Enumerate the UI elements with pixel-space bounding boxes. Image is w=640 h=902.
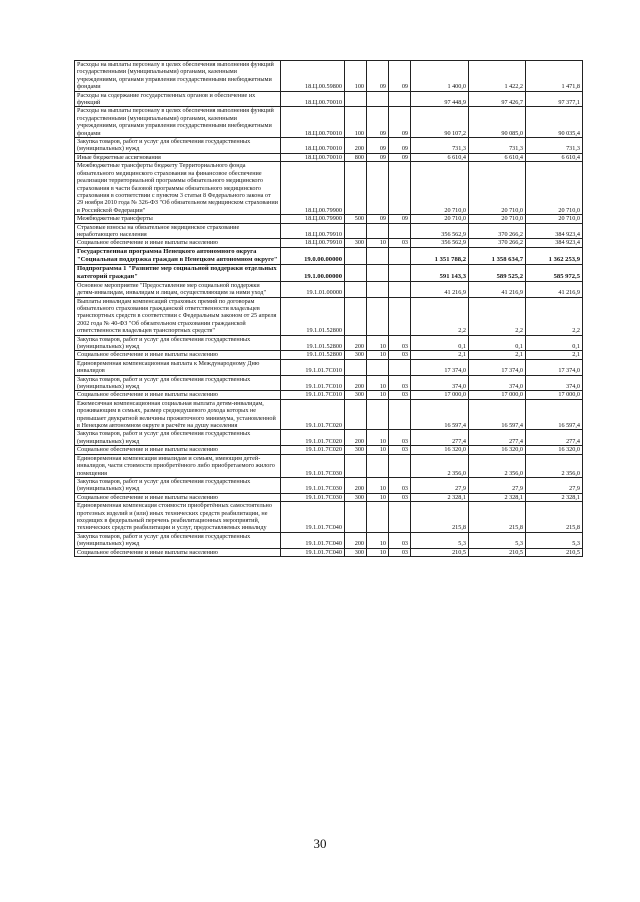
subsection-cell: 03 xyxy=(389,548,411,556)
amount-year-1-cell: 0,1 xyxy=(411,335,469,351)
subsection-cell: 03 xyxy=(389,391,411,399)
amount-year-3-cell: 90 035,4 xyxy=(526,107,583,138)
expense-type-cell: 300 xyxy=(345,351,367,359)
table-row xyxy=(75,107,583,138)
amount-year-2-cell: 41 216,9 xyxy=(469,281,526,297)
amount-year-1-cell: 2,1 xyxy=(411,351,469,359)
table-row xyxy=(75,430,583,446)
table-row xyxy=(75,91,583,107)
subsection-cell xyxy=(389,223,411,239)
amount-year-1-cell: 16 597,4 xyxy=(411,399,469,430)
amount-year-2-cell: 20 710,0 xyxy=(469,215,526,223)
subsection-cell: 03 xyxy=(389,239,411,247)
subsection-cell: 03 xyxy=(389,335,411,351)
table-row xyxy=(75,359,583,375)
section-cell xyxy=(367,162,389,215)
target-article-cell: 18.Ц.00.59800 xyxy=(281,61,345,92)
target-article-cell: 19.1.01.7С020 xyxy=(281,430,345,446)
amount-year-2-cell: 277,4 xyxy=(469,430,526,446)
amount-year-1-cell: 5,3 xyxy=(411,532,469,548)
section-cell xyxy=(367,502,389,533)
table-row xyxy=(75,239,583,247)
row-name-cell: Расходы на выплаты персоналу в целях обеспечения выполнения функций государственными (муниципальными) органами, казенными учреждениями, органами управления государственными внебюджетными фондами xyxy=(75,61,281,92)
amount-year-1-cell: 2,2 xyxy=(411,297,469,335)
row-name-cell: Закупка товаров, работ и услуг для обеспечения государственных (муниципальных) нужд xyxy=(75,532,281,548)
amount-year-2-cell: 2,2 xyxy=(469,297,526,335)
row-name-cell: Социальное обеспечение и иные выплаты населению xyxy=(75,351,281,359)
expense-type-cell: 300 xyxy=(345,493,367,501)
target-article-cell: 19.1.01.52800 xyxy=(281,351,345,359)
row-name-cell: Расходы на выплаты персоналу в целях обеспечения выполнения функций государственными (муниципальными) органами, казенными учреждениями, органами управления государственными внебюджетными фондами xyxy=(75,107,281,138)
amount-year-2-cell: 2 328,1 xyxy=(469,493,526,501)
table-row xyxy=(75,162,583,215)
amount-year-3-cell: 384 923,4 xyxy=(526,239,583,247)
amount-year-1-cell: 90 107,2 xyxy=(411,107,469,138)
amount-year-3-cell: 17 374,0 xyxy=(526,359,583,375)
expense-type-cell xyxy=(345,454,367,477)
amount-year-2-cell: 589 525,2 xyxy=(469,264,526,281)
amount-year-2-cell: 215,8 xyxy=(469,502,526,533)
budget-table-container xyxy=(74,60,582,557)
amount-year-3-cell: 731,3 xyxy=(526,138,583,154)
expense-type-cell xyxy=(345,223,367,239)
amount-year-2-cell: 16 320,0 xyxy=(469,446,526,454)
amount-year-3-cell: 0,1 xyxy=(526,335,583,351)
amount-year-2-cell: 1 358 634,7 xyxy=(469,247,526,264)
amount-year-2-cell: 2 356,0 xyxy=(469,454,526,477)
subsection-cell: 03 xyxy=(389,532,411,548)
amount-year-2-cell: 2,1 xyxy=(469,351,526,359)
amount-year-3-cell: 384 923,4 xyxy=(526,223,583,239)
amount-year-1-cell: 20 710,0 xyxy=(411,162,469,215)
subsection-cell: 03 xyxy=(389,493,411,501)
table-row xyxy=(75,138,583,154)
amount-year-2-cell: 0,1 xyxy=(469,335,526,351)
expense-type-cell: 300 xyxy=(345,391,367,399)
section-cell: 10 xyxy=(367,532,389,548)
target-article-cell: 19.1.01.7С040 xyxy=(281,548,345,556)
target-article-cell: 18.Ц.00.70010 xyxy=(281,107,345,138)
amount-year-3-cell: 20 710,0 xyxy=(526,162,583,215)
section-cell xyxy=(367,91,389,107)
section-cell: 10 xyxy=(367,430,389,446)
subsection-cell xyxy=(389,162,411,215)
amount-year-1-cell: 356 562,9 xyxy=(411,223,469,239)
expense-type-cell: 200 xyxy=(345,335,367,351)
amount-year-2-cell: 374,0 xyxy=(469,375,526,391)
amount-year-2-cell: 210,5 xyxy=(469,548,526,556)
section-cell: 10 xyxy=(367,548,389,556)
budget-table-body xyxy=(75,61,583,557)
row-name-cell: Основное мероприятие "Предоставление мер социальной поддержки детям-инвалидам, инвалидам и лицам, осуществляющим за ними уход" xyxy=(75,281,281,297)
section-cell xyxy=(367,223,389,239)
amount-year-1-cell: 6 610,4 xyxy=(411,153,469,161)
row-name-cell: Закупка товаров, работ и услуг для обеспечения государственных (муниципальных) нужд xyxy=(75,375,281,391)
target-article-cell: 18.Ц.00.70010 xyxy=(281,91,345,107)
amount-year-1-cell: 97 448,9 xyxy=(411,91,469,107)
amount-year-2-cell: 5,3 xyxy=(469,532,526,548)
amount-year-3-cell: 2 356,0 xyxy=(526,454,583,477)
section-cell: 10 xyxy=(367,446,389,454)
amount-year-2-cell: 16 597,4 xyxy=(469,399,526,430)
amount-year-2-cell: 90 085,0 xyxy=(469,107,526,138)
row-name-cell: Единовременная компенсационная выплата к Международному Дню инвалидов xyxy=(75,359,281,375)
table-row xyxy=(75,215,583,223)
section-cell: 10 xyxy=(367,351,389,359)
amount-year-3-cell: 1 471,8 xyxy=(526,61,583,92)
amount-year-2-cell: 17 374,0 xyxy=(469,359,526,375)
table-row xyxy=(75,548,583,556)
expense-type-cell xyxy=(345,502,367,533)
table-row xyxy=(75,477,583,493)
subsection-cell: 03 xyxy=(389,446,411,454)
table-row xyxy=(75,351,583,359)
amount-year-3-cell: 6 610,4 xyxy=(526,153,583,161)
table-row xyxy=(75,532,583,548)
expense-type-cell: 500 xyxy=(345,215,367,223)
section-cell: 10 xyxy=(367,375,389,391)
amount-year-3-cell: 16 320,0 xyxy=(526,446,583,454)
amount-year-3-cell: 41 216,9 xyxy=(526,281,583,297)
expense-type-cell: 300 xyxy=(345,239,367,247)
amount-year-2-cell: 1 422,2 xyxy=(469,61,526,92)
row-name-cell: Межбюджетные трансферты бюджету Территориального фонда обязательного медицинского страхования на финансовое обеспечение реализации территориальной программы обязательного медицинского страхования в части базовой программы обязательного медицинского страхования в соответствии с пунктом 3 статьи 8 Федерального закона от 29 ноября 2010 года № 326-ФЗ "Об обязательном медицинском страховании в Российской Федерации" xyxy=(75,162,281,215)
target-article-cell: 19.1.01.7С010 xyxy=(281,359,345,375)
subsection-cell xyxy=(389,91,411,107)
row-name-cell: Социальное обеспечение и иные выплаты населению xyxy=(75,548,281,556)
subsection-cell: 09 xyxy=(389,107,411,138)
amount-year-3-cell: 585 972,5 xyxy=(526,264,583,281)
expense-type-cell: 100 xyxy=(345,61,367,92)
target-article-cell: 19.1.01.7С020 xyxy=(281,446,345,454)
subsection-cell xyxy=(389,247,411,264)
target-article-cell: 19.1.01.7С010 xyxy=(281,391,345,399)
row-name-cell: Закупка товаров, работ и услуг для обеспечения государственных (муниципальных) нужд xyxy=(75,430,281,446)
amount-year-1-cell: 277,4 xyxy=(411,430,469,446)
table-row xyxy=(75,493,583,501)
target-article-cell: 19.0.00.00000 xyxy=(281,247,345,264)
amount-year-1-cell: 2 356,0 xyxy=(411,454,469,477)
target-article-cell: 19.1.01.7С020 xyxy=(281,399,345,430)
table-row xyxy=(75,297,583,335)
subsection-cell: 03 xyxy=(389,351,411,359)
row-name-cell: Социальное обеспечение и иные выплаты населению xyxy=(75,493,281,501)
row-name-cell: Закупка товаров, работ и услуг для обеспечения государственных (муниципальных) нужд xyxy=(75,335,281,351)
amount-year-3-cell: 27,9 xyxy=(526,477,583,493)
amount-year-2-cell: 6 610,4 xyxy=(469,153,526,161)
section-cell xyxy=(367,297,389,335)
section-cell: 10 xyxy=(367,391,389,399)
amount-year-3-cell: 2,2 xyxy=(526,297,583,335)
amount-year-1-cell: 731,3 xyxy=(411,138,469,154)
subsection-cell xyxy=(389,502,411,533)
target-article-cell: 19.1.01.7С030 xyxy=(281,493,345,501)
section-cell: 09 xyxy=(367,153,389,161)
amount-year-1-cell: 1 400,0 xyxy=(411,61,469,92)
row-name-cell: Социальное обеспечение и иные выплаты населению xyxy=(75,446,281,454)
amount-year-3-cell: 20 710,0 xyxy=(526,215,583,223)
amount-year-1-cell: 27,9 xyxy=(411,477,469,493)
table-row xyxy=(75,399,583,430)
row-name-cell: Расходы на содержание государственных органов и обеспечение их функций xyxy=(75,91,281,107)
amount-year-3-cell: 210,5 xyxy=(526,548,583,556)
target-article-cell: 19.1.01.7С030 xyxy=(281,477,345,493)
amount-year-3-cell: 97 377,1 xyxy=(526,91,583,107)
section-cell: 09 xyxy=(367,61,389,92)
amount-year-2-cell: 370 266,2 xyxy=(469,223,526,239)
row-name-cell: Подпрограмма 1 "Развитие мер социальной поддержки отдельных категорий граждан" xyxy=(75,264,281,281)
section-cell: 09 xyxy=(367,215,389,223)
expense-type-cell: 800 xyxy=(345,153,367,161)
table-row xyxy=(75,153,583,161)
target-article-cell: 19.1.01.52800 xyxy=(281,335,345,351)
budget-table xyxy=(74,60,583,557)
section-cell: 09 xyxy=(367,138,389,154)
amount-year-3-cell: 374,0 xyxy=(526,375,583,391)
subsection-cell xyxy=(389,399,411,430)
row-name-cell: Иные бюджетные ассигнования xyxy=(75,153,281,161)
table-row xyxy=(75,454,583,477)
amount-year-1-cell: 41 216,9 xyxy=(411,281,469,297)
target-article-cell: 19.1.01.7С030 xyxy=(281,454,345,477)
expense-type-cell xyxy=(345,91,367,107)
subsection-cell xyxy=(389,281,411,297)
expense-type-cell xyxy=(345,264,367,281)
expense-type-cell: 200 xyxy=(345,477,367,493)
amount-year-1-cell: 16 320,0 xyxy=(411,446,469,454)
target-article-cell: 19.1.01.7С040 xyxy=(281,532,345,548)
expense-type-cell xyxy=(345,359,367,375)
amount-year-1-cell: 1 351 788,2 xyxy=(411,247,469,264)
expense-type-cell: 100 xyxy=(345,107,367,138)
subsection-cell: 09 xyxy=(389,215,411,223)
target-article-cell: 18.Ц.00.79910 xyxy=(281,223,345,239)
amount-year-3-cell: 2 328,1 xyxy=(526,493,583,501)
amount-year-3-cell: 16 597,4 xyxy=(526,399,583,430)
target-article-cell: 19.1.01.7С010 xyxy=(281,375,345,391)
expense-type-cell: 300 xyxy=(345,446,367,454)
target-article-cell: 19.1.00.00000 xyxy=(281,264,345,281)
expense-type-cell xyxy=(345,297,367,335)
amount-year-3-cell: 215,8 xyxy=(526,502,583,533)
target-article-cell: 19.1.01.00000 xyxy=(281,281,345,297)
row-name-cell: Закупка товаров, работ и услуг для обеспечения государственных (муниципальных) нужд xyxy=(75,138,281,154)
row-name-cell: Единовременная компенсация стоимости приобретённых самостоятельно протезных изделий и (или) иных технических средств реабилитации, не входящих в федеральный перечень реабилитационных мероприятий, технических средств реабилитации и услуг, предоставляемых инвалиду xyxy=(75,502,281,533)
page-number: 30 xyxy=(313,836,327,851)
target-article-cell: 18.Ц.00.70010 xyxy=(281,138,345,154)
table-row xyxy=(75,391,583,399)
subsection-cell xyxy=(389,297,411,335)
subsection-cell xyxy=(389,359,411,375)
table-row xyxy=(75,375,583,391)
amount-year-1-cell: 17 374,0 xyxy=(411,359,469,375)
section-cell xyxy=(367,399,389,430)
expense-type-cell xyxy=(345,247,367,264)
table-row xyxy=(75,335,583,351)
table-row xyxy=(75,446,583,454)
amount-year-2-cell: 97 426,7 xyxy=(469,91,526,107)
subsection-cell: 09 xyxy=(389,153,411,161)
expense-type-cell: 300 xyxy=(345,548,367,556)
section-cell: 10 xyxy=(367,335,389,351)
subsection-cell: 03 xyxy=(389,430,411,446)
amount-year-3-cell: 2,1 xyxy=(526,351,583,359)
row-name-cell: Страховые взносы на обязательное медицинское страхование неработающего населения xyxy=(75,223,281,239)
section-cell xyxy=(367,247,389,264)
section-cell xyxy=(367,454,389,477)
row-name-cell: Единовременная компенсация инвалидам и семьям, имеющим детей-инвалидов, части стоимости приобретённого либо приобретаемого жилого помещения xyxy=(75,454,281,477)
amount-year-1-cell: 591 143,3 xyxy=(411,264,469,281)
amount-year-2-cell: 370 266,2 xyxy=(469,239,526,247)
amount-year-2-cell: 20 710,0 xyxy=(469,162,526,215)
subsection-cell: 03 xyxy=(389,375,411,391)
amount-year-1-cell: 20 710,0 xyxy=(411,215,469,223)
expense-type-cell: 200 xyxy=(345,430,367,446)
subsection-cell: 03 xyxy=(389,477,411,493)
amount-year-3-cell: 277,4 xyxy=(526,430,583,446)
section-cell: 10 xyxy=(367,477,389,493)
table-row xyxy=(75,223,583,239)
amount-year-3-cell: 1 362 253,9 xyxy=(526,247,583,264)
row-name-cell: Социальное обеспечение и иные выплаты населению xyxy=(75,239,281,247)
amount-year-1-cell: 17 000,0 xyxy=(411,391,469,399)
table-row xyxy=(75,281,583,297)
row-name-cell: Государственная программа Ненецкого автономного округа "Социальная поддержка граждан в Ненецком автономном округе" xyxy=(75,247,281,264)
table-row xyxy=(75,502,583,533)
section-cell: 10 xyxy=(367,239,389,247)
amount-year-1-cell: 374,0 xyxy=(411,375,469,391)
target-article-cell: 18.Ц.00.79900 xyxy=(281,215,345,223)
target-article-cell: 18.Ц.00.79910 xyxy=(281,239,345,247)
expense-type-cell: 200 xyxy=(345,375,367,391)
target-article-cell: 18.Ц.00.70010 xyxy=(281,153,345,161)
target-article-cell: 18.Ц.00.79900 xyxy=(281,162,345,215)
section-cell: 09 xyxy=(367,107,389,138)
expense-type-cell: 200 xyxy=(345,138,367,154)
amount-year-1-cell: 2 328,1 xyxy=(411,493,469,501)
amount-year-2-cell: 731,3 xyxy=(469,138,526,154)
row-name-cell: Ежемесячная компенсационная социальная выплата детям-инвалидам, проживающим в семьях, размер среднедушевого дохода которых не превышает двукратной величины прожиточного минимума, установленной в Ненецком автономном округе в расчёте на душу населения xyxy=(75,399,281,430)
expense-type-cell: 200 xyxy=(345,532,367,548)
expense-type-cell xyxy=(345,281,367,297)
table-row xyxy=(75,61,583,92)
row-name-cell: Социальное обеспечение и иные выплаты населению xyxy=(75,391,281,399)
section-cell: 10 xyxy=(367,493,389,501)
table-row xyxy=(75,247,583,264)
amount-year-3-cell: 17 000,0 xyxy=(526,391,583,399)
row-name-cell: Межбюджетные трансферты xyxy=(75,215,281,223)
amount-year-1-cell: 215,8 xyxy=(411,502,469,533)
section-cell xyxy=(367,264,389,281)
subsection-cell xyxy=(389,454,411,477)
amount-year-1-cell: 210,5 xyxy=(411,548,469,556)
amount-year-3-cell: 5,3 xyxy=(526,532,583,548)
target-article-cell: 19.1.01.52800 xyxy=(281,297,345,335)
subsection-cell xyxy=(389,264,411,281)
section-cell xyxy=(367,281,389,297)
subsection-cell: 09 xyxy=(389,61,411,92)
section-cell xyxy=(367,359,389,375)
amount-year-2-cell: 27,9 xyxy=(469,477,526,493)
expense-type-cell xyxy=(345,162,367,215)
amount-year-2-cell: 17 000,0 xyxy=(469,391,526,399)
amount-year-1-cell: 356 562,9 xyxy=(411,239,469,247)
row-name-cell: Выплаты инвалидам компенсаций страховых премий по договорам обязательного страхования гражданской ответственности владельцев транспортных средств в соответствии с Федеральным законом от 25 апреля 2002 года № 40-ФЗ "Об обязательном страховании гражданской ответственности владельцев транспортных средств" xyxy=(75,297,281,335)
target-article-cell: 19.1.01.7С040 xyxy=(281,502,345,533)
row-name-cell: Закупка товаров, работ и услуг для обеспечения государственных (муниципальных) нужд xyxy=(75,477,281,493)
expense-type-cell xyxy=(345,399,367,430)
table-row xyxy=(75,264,583,281)
subsection-cell: 09 xyxy=(389,138,411,154)
